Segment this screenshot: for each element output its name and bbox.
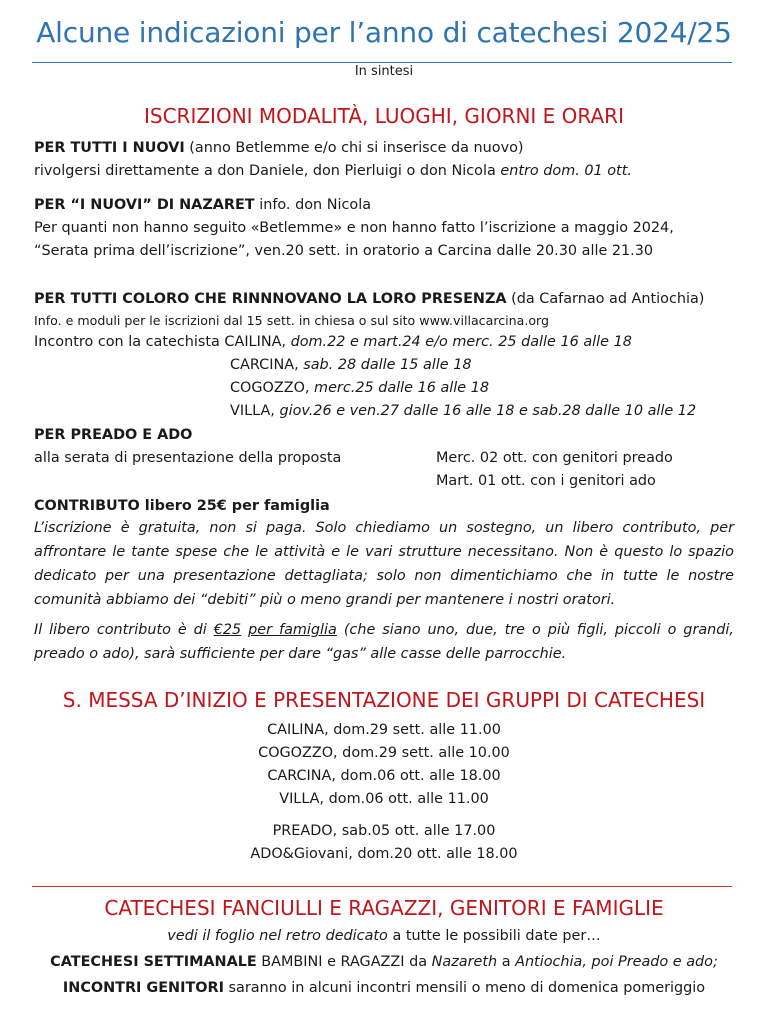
place-name: VILLA, <box>230 403 280 419</box>
nazaret-label: PER “I NUOVI” DI NAZARET <box>34 197 255 213</box>
nuovi-text-line <box>34 161 632 181</box>
rinnovo-line <box>34 289 704 309</box>
catechesi-intro-rest: a tutte le possibili date per… <box>387 928 601 944</box>
settimanale-text: Antiochia, poi Preado e ado; <box>515 954 718 970</box>
nuovi-label: PER TUTTI I NUOVI <box>34 140 185 156</box>
preado-date-1: Merc. 02 ott. con genitori preado <box>436 450 673 466</box>
page-subtitle: In sintesi <box>354 64 414 79</box>
messa-date: ADO&Giovani, dom.20 ott. alle 18.00 <box>250 846 518 862</box>
iscrizioni-heading: ISCRIZIONI MODALITÀ, LUOGHI, GIORNI E ORARI <box>144 104 624 128</box>
contributo-label: CONTRIBUTO libero 25€ per famiglia <box>34 498 330 514</box>
settimanale-text: Nazareth <box>431 954 498 970</box>
title-divider <box>32 62 732 63</box>
section-divider <box>32 886 732 887</box>
messa-date: COGOZZO, dom.29 sett. alle 10.00 <box>258 745 510 761</box>
settimanale-text: a <box>497 954 516 970</box>
place-name: COGOZZO, <box>230 380 315 396</box>
place-line <box>230 401 696 421</box>
catechesi-intro <box>0 926 768 946</box>
nuovi-deadline: entro dom. 01 ott. <box>500 163 632 179</box>
contributo-paragraph-2 <box>34 618 734 666</box>
settimanale-text: BAMBINI e RAGAZZI da <box>256 954 432 970</box>
preado-text: alla serata di presentazione della proposta <box>34 450 342 466</box>
preado-date-2: Mart. 01 ott. con i genitori ado <box>436 473 656 489</box>
rinnovo-info: Info. e moduli per le iscrizioni dal 15 sett. in chiesa o sul sito www.villacarcina.org <box>34 313 550 328</box>
rinnovo-label: PER TUTTI COLORO CHE RINNNOVANO LA LORO PRESENZA <box>34 291 507 307</box>
settimanale-line <box>0 952 768 972</box>
nazaret-text-2: “Serata prima dell’iscrizione”, ven.20 sett. in oratorio a Carcina dalle 20.30 alle 21.30 <box>34 243 654 259</box>
place-line <box>230 355 472 375</box>
contributo-paragraph-1: L’iscrizione è gratuita, non si paga. Solo chiediamo un sostegno, un libero contributo, per affrontare le tante spese che le attività e le vari strutture necessitano. Non è questo lo spazio dedicato per una presentazione dettagliata; solo non dimentichiamo che in tutte le nostre comunità abbiamo dei “debiti” più o meno grandi per mantenere i nostri oratori. <box>34 520 734 608</box>
catechesi-heading: CATECHESI FANCIULLI E RAGAZZI, GENITORI E FAMIGLIE <box>104 896 664 920</box>
preado-label: PER PREADO E ADO <box>34 427 193 443</box>
contributo-text: (che siano uno, due, tre o più figli, piccoli o grandi, preado o ado), sarà sufficiente per dare “gas” alle casse delle parrocchie. <box>34 622 735 662</box>
nuovi-text: rivolgersi direttamente a don Daniele, don Pierluigi o don Nicola <box>34 163 501 179</box>
nuovi-note: (anno Betlemme e/o chi si inserisce da nuovo) <box>184 140 524 156</box>
place-when: sab. 28 dalle 15 alle 18 <box>303 357 472 373</box>
rinnovo-note: (da Cafarnao ad Antiochia) <box>506 291 705 307</box>
nuovi-line <box>34 138 524 158</box>
genitori-line <box>0 978 768 998</box>
messa-date: CARCINA, dom.06 ott. alle 18.00 <box>267 768 501 784</box>
nazaret-line <box>34 195 371 215</box>
place-name: CARCINA, <box>230 357 304 373</box>
place-when: merc.25 dalle 16 alle 18 <box>314 380 490 396</box>
messa-date: VILLA, dom.06 ott. alle 11.00 <box>279 791 489 807</box>
place-when: giov.26 e ven.27 dalle 16 alle 18 e sab.28 dalle 10 alle 12 <box>279 403 697 419</box>
page-title: Alcune indicazioni per l’anno di catechesi 2024/25 <box>36 16 732 49</box>
contributo-amount: €25 <box>213 622 242 638</box>
genitori-text: saranno in alcuni incontri mensili o meno di domenica pomeriggio <box>223 980 706 996</box>
settimanale-label: CATECHESI SETTIMANALE <box>50 954 257 970</box>
genitori-label: INCONTRI GENITORI <box>62 980 224 996</box>
rinnovo-intro-line <box>34 332 632 352</box>
messa-date: PREADO, sab.05 ott. alle 17.00 <box>272 823 496 839</box>
place-line <box>230 378 489 398</box>
contributo-text: Il libero contributo è di <box>34 622 214 638</box>
messa-date: CAILINA, dom.29 sett. alle 11.00 <box>267 722 501 738</box>
catechesi-intro-italic: vedi il foglio nel retro dedicato <box>167 928 388 944</box>
nazaret-note: info. don Nicola <box>254 197 372 213</box>
messa-heading: S. MESSA D’INIZIO E PRESENTAZIONE DEI GRUPPI DI CATECHESI <box>62 688 706 712</box>
rinnovo-intro: Incontro con la catechista <box>34 334 225 350</box>
place-name: CAILINA, <box>224 334 291 350</box>
contributo-per-famiglia: per famiglia <box>248 622 337 638</box>
nazaret-text-1: Per quanti non hanno seguito «Betlemme» e non hanno fatto l’iscrizione a maggio 2024, <box>34 220 674 236</box>
place-when: dom.22 e mart.24 e/o merc. 25 dalle 16 alle 18 <box>290 334 632 350</box>
